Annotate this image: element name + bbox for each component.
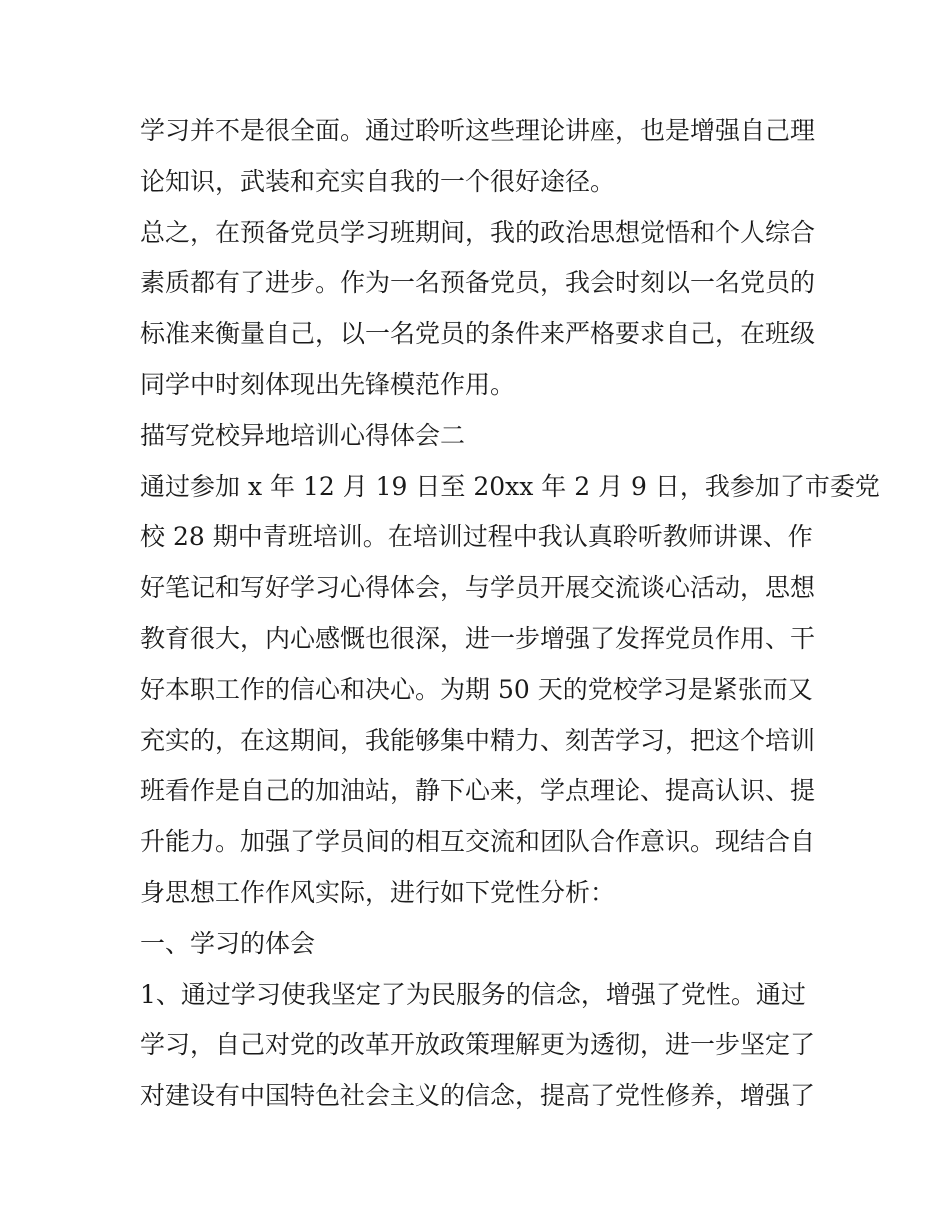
text-line: 校 28 期中青班培训。在培训过程中我认真聆听教师讲课、作 bbox=[140, 522, 813, 552]
text-line: 教育很大，内心感慨也很深，进一步增强了发挥党员作用、干 bbox=[140, 623, 816, 653]
text-line: 同学中时刻体现出先锋模范作用。 bbox=[140, 369, 516, 399]
text-line: 对建设有中国特色社会主义的信念，提高了党性修养，增强了 bbox=[140, 1081, 816, 1111]
text-line: 素质都有了进步。作为一名预备党员，我会时刻以一名党员的 bbox=[140, 268, 816, 298]
text-line: 通过参加 x 年 12 月 19 日至 20xx 年 2 月 9 日，我参加了市委党 bbox=[140, 471, 880, 501]
text-line: 标准来衡量自己，以一名党员的条件来严格要求自己，在班级 bbox=[140, 319, 816, 349]
text-line: 总之，在预备党员学习班期间，我的政治思想觉悟和个人综合 bbox=[140, 217, 816, 247]
text-line: 好笔记和写好学习心得体会，与学员开展交流谈心活动，思想 bbox=[140, 573, 816, 603]
subsection-heading: 一、学习的体会 bbox=[140, 928, 316, 958]
text-line: 班看作是自己的加油站，静下心来，学点理论、提高认识、提 bbox=[140, 776, 816, 806]
text-line: 论知识，武装和充实自我的一个很好途径。 bbox=[140, 166, 616, 196]
text-line: 好本职工作的信心和决心。为期 50 天的党校学习是紧张而又 bbox=[140, 674, 813, 704]
text-line: 身思想工作作风实际，进行如下党性分析： bbox=[140, 877, 616, 907]
text-line: 1、通过学习使我坚定了为民服务的信念，增强了党性。通过 bbox=[140, 979, 806, 1009]
section-heading: 描写党校异地培训心得体会二 bbox=[140, 420, 466, 450]
text-line: 充实的，在这期间，我能够集中精力、刻苦学习，把这个培训 bbox=[140, 725, 816, 755]
document-body bbox=[140, 106, 880, 1122]
text-line: 学习并不是很全面。通过聆听这些理论讲座，也是增强自己理 bbox=[140, 116, 816, 145]
text-line: 升能力。加强了学员间的相互交流和团队合作意识。现结合自 bbox=[140, 827, 816, 857]
text-line: 学习，自己对党的改革开放政策理解更为透彻，进一步坚定了 bbox=[140, 1030, 816, 1060]
